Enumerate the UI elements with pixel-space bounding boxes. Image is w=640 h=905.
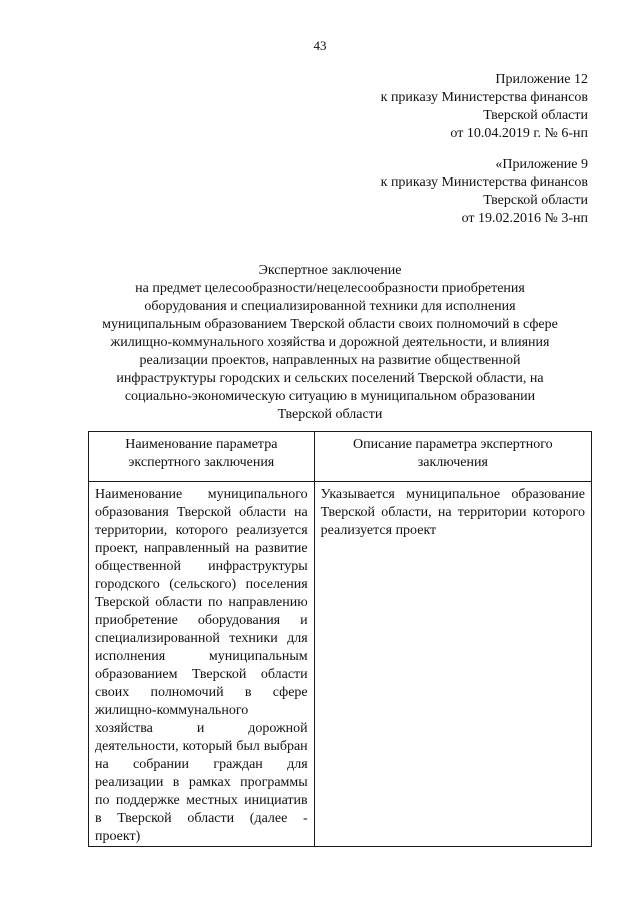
header-parameter-name: Наименование параметра экспертного заключения [89,432,315,482]
annex-line: к приказу Министерства финансов [380,90,588,105]
title-line: на предмет целесообразности/нецелесообразности приобретения [135,281,525,296]
title-line: оборудования и специализированной техники для исполнения [144,299,516,314]
annex-line: Тверской области [483,193,588,208]
title-line: реализации проектов, направленных на развитие общественной [139,353,521,368]
page-number: 43 [313,38,327,53]
title-line: Экспертное заключение [258,263,402,278]
table-header-row [89,432,592,482]
annex-line: к приказу Министерства финансов [380,175,588,190]
annex-line: от 19.02.2016 № 3-нп [461,211,588,226]
title-line: Тверской области [277,407,383,422]
title-line: жилищно-коммунального хозяйства и дорожной деятельности, и влияния [110,335,550,350]
title-line: муниципальным образованием Тверской области своих полномочий в сфере [102,317,558,332]
cell-parameter-description: Указывается муниципальное образование Тверской области, на территории которого реализуется проект [314,482,591,847]
document-title [60,262,600,424]
table-row [89,482,592,847]
annex-header-previous [381,156,588,228]
annex-header-current [381,71,588,143]
cell-parameter-name: Наименование муниципального образования Тверской области на территории, которого реализуется проект, направленный на развитие общественной инфраструктуры городского (сельского) поселения Тверской области по направлению приобретение оборудования и специализированной техники для исполнения муниципальным образованием Тверской области своих полномочий в сфере жилищно-коммунального хозяйства и дорожной деятельности, который был выбран на собрании граждан для реализации в рамках программы по поддержке местных инициатив в Тверской области (далее - проект) [89,482,315,847]
annex-line: от 10.04.2019 г. № 6-нп [450,126,588,141]
annex-line: Приложение 12 [495,72,588,87]
title-line: социально-экономическую ситуацию в муниципальном образовании [124,389,536,404]
annex-line: «Приложение 9 [495,157,588,172]
header-parameter-description: Описание параметра экспертного заключения [314,432,591,482]
title-line: инфраструктуры городских и сельских поселений Тверской области, на [116,371,544,386]
annex-line: Тверской области [483,108,588,123]
parameters-table [88,431,592,847]
